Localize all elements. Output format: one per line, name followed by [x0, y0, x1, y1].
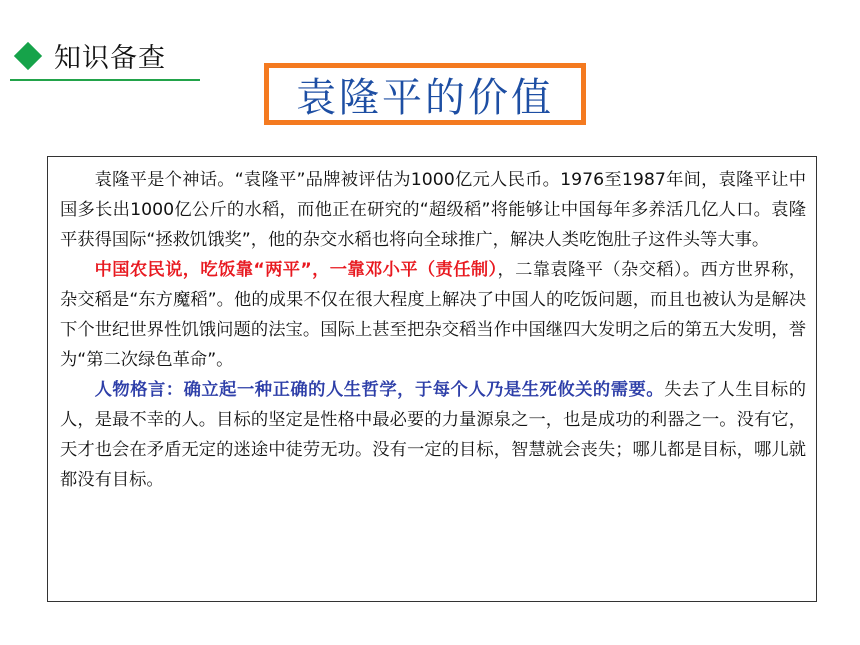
highlight-two-ping: 中国农民说，吃饭靠“两平”，一靠邓小平（责任制）	[94, 260, 498, 280]
main-title-box	[264, 63, 586, 125]
paragraph-motto	[60, 375, 806, 495]
highlight-motto: 人物格言：确立起一种正确的人生哲学，于每个人乃是生死攸关的需要。	[94, 380, 665, 400]
paragraph-two-ping	[60, 255, 806, 375]
main-title: 袁隆平的价值	[296, 74, 554, 121]
paragraph-two-ping-rest: ，二靠袁隆平（杂交稻）。西方世界称，杂交稻是“东方魔稻”。他的成果不仅在很大程度上解决了中国人的吃饭问题，而且也被认为是解决下个世纪世界性饥饿问题的法宝。国际上甚至把杂交稻当作中国继四大发明之后的第五大发明，誉为“第二次绿色革命”。	[60, 260, 806, 370]
content-box	[47, 156, 817, 602]
paragraph-intro: 袁隆平是个神话。“袁隆平”品牌被评估为1000亿元人民币。1976至1987年间，袁隆平让中国多长出1000亿公斤的水稻，而他正在研究的“超级稻”将能够让中国每年多养活几亿人口。袁隆平获得国际“拯救饥饿奖”，他的杂交水稻也将向全球推广，解决人类吃饱肚子这件头等大事。	[60, 170, 806, 250]
diamond-bullet-icon	[14, 41, 42, 69]
section-header-title: 知识备查	[54, 43, 166, 74]
header-underline	[10, 79, 200, 81]
section-header	[10, 36, 166, 75]
paragraph-motto-rest: 失去了人生目标的人，是最不幸的人。目标的坚定是性格中最必要的力量源泉之一，也是成功的利器之一。没有它，天才也会在矛盾无定的迷途中徒劳无功。没有一定的目标，智慧就会丧失；哪儿都是目标，哪儿就都没有目标。	[60, 380, 806, 490]
